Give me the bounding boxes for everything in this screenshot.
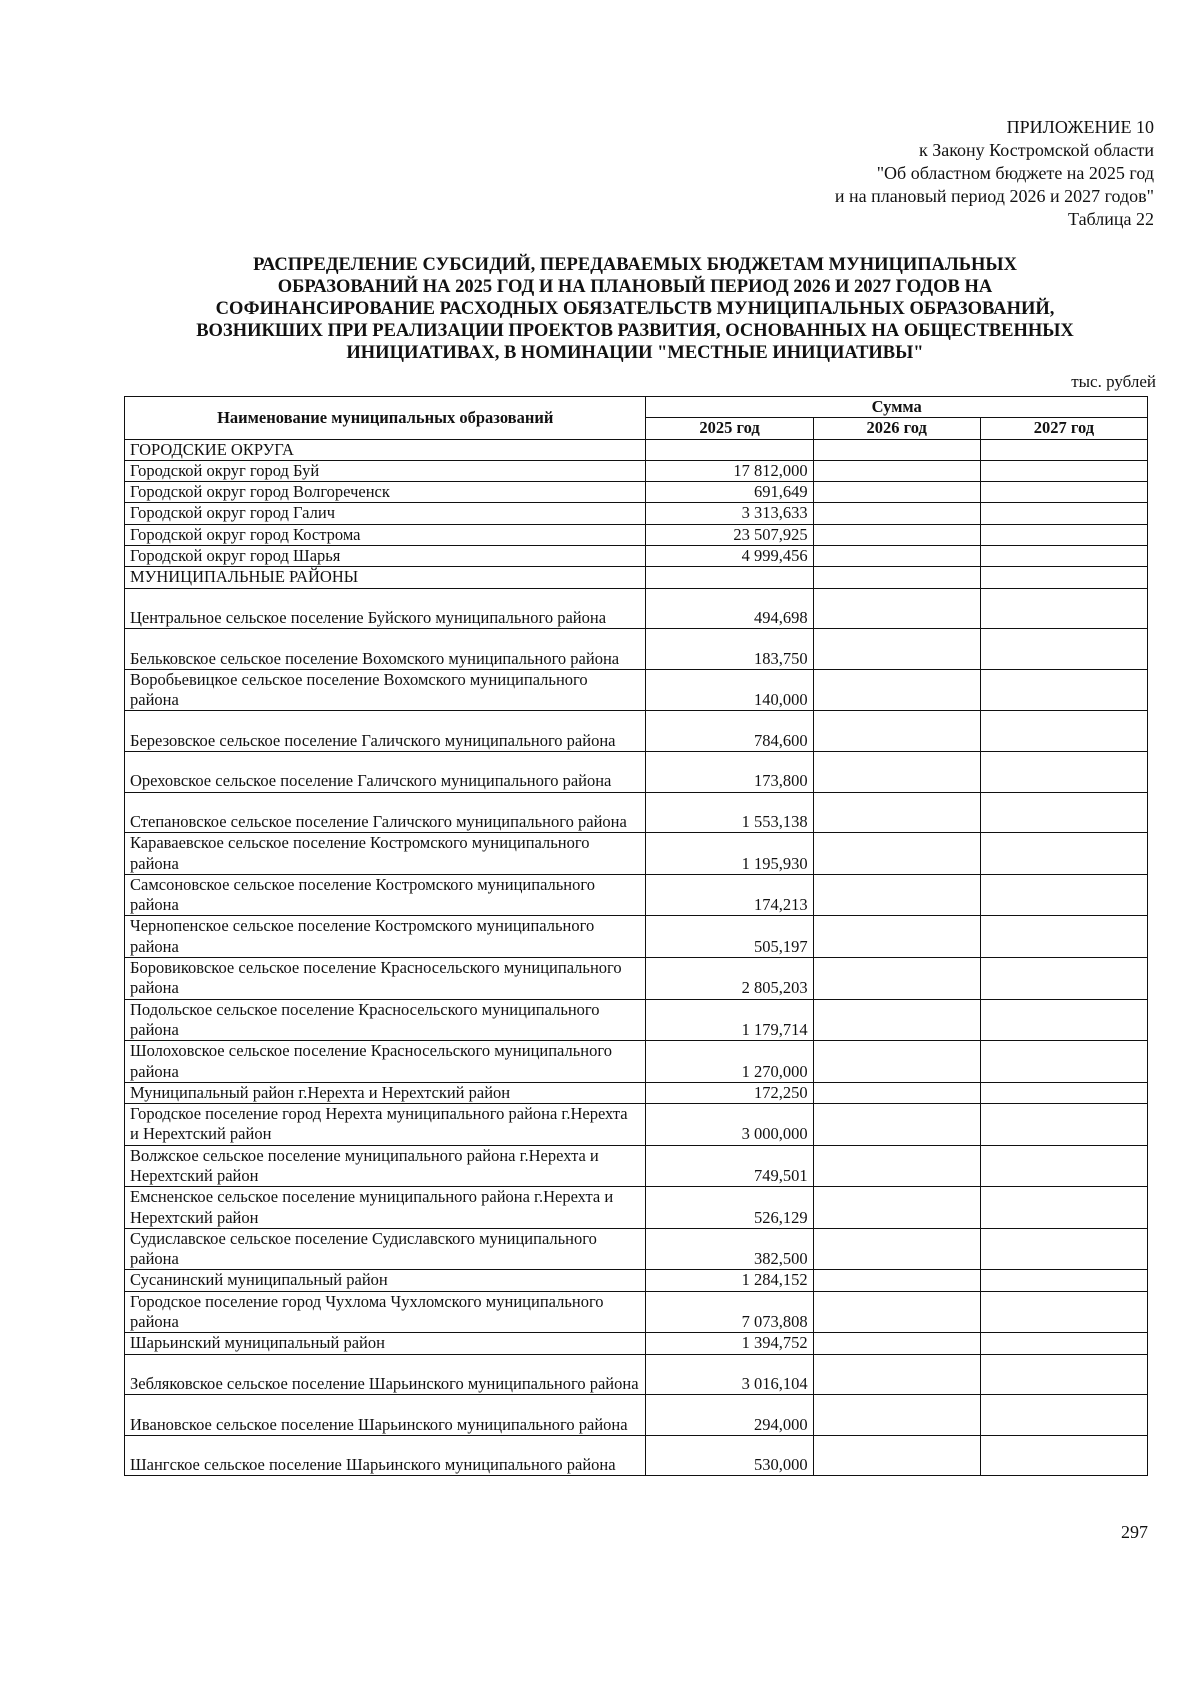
amount-2025: 17 812,000 <box>646 460 813 481</box>
table-row <box>125 567 1148 588</box>
table-row <box>125 1395 1148 1436</box>
municipality-name: Березовское сельское поселение Галичского муниципального района <box>125 711 646 752</box>
amount-2026 <box>813 1145 980 1187</box>
amount-2026 <box>813 916 980 958</box>
table-row <box>125 1435 1148 1476</box>
amount-2027 <box>980 711 1147 752</box>
amount-2026 <box>813 588 980 629</box>
amount-2027 <box>980 1270 1147 1291</box>
amount-2025: 2 805,203 <box>646 958 813 1000</box>
amount-2026 <box>813 1041 980 1083</box>
amount-2025: 3 016,104 <box>646 1354 813 1395</box>
amount-2025: 173,800 <box>646 752 813 793</box>
amount-2026 <box>813 1435 980 1476</box>
amount-2026 <box>813 752 980 793</box>
amount-2025: 172,250 <box>646 1082 813 1103</box>
amount-2026 <box>813 1228 980 1270</box>
document-title <box>120 254 1150 364</box>
table-row <box>125 524 1148 545</box>
municipality-name: Судиславское сельское поселение Судиславского муниципального района <box>125 1228 646 1270</box>
municipality-name: Бельковское сельское поселение Вохомского муниципального района <box>125 629 646 670</box>
amount-2027 <box>980 1082 1147 1103</box>
table-row <box>125 482 1148 503</box>
table-body <box>125 439 1148 1476</box>
municipality-name: Боровиковское сельское поселение Красносельского муниципального района <box>125 958 646 1000</box>
header-year-2026: 2026 год <box>813 418 980 439</box>
amount-2025: 494,698 <box>646 588 813 629</box>
municipality-name: Городской округ город Кострома <box>125 524 646 545</box>
amount-2026 <box>813 1270 980 1291</box>
municipality-name: Караваевское сельское поселение Костромского муниципального района <box>125 833 646 875</box>
appendix-law-title-1: "Об областном бюджете на 2025 год <box>876 163 1154 183</box>
municipality-name: Емсненское сельское поселение муниципального района г.Нерехта и Нерехтский район <box>125 1187 646 1229</box>
amount-2027 <box>980 524 1147 545</box>
amount-2026 <box>813 1395 980 1436</box>
table-row <box>125 999 1148 1041</box>
amount-2026 <box>813 503 980 524</box>
page-number: 297 <box>1121 1522 1148 1542</box>
amount-2026 <box>813 958 980 1000</box>
amount-2027 <box>980 460 1147 481</box>
municipality-name: Шангское сельское поселение Шарьинского муниципального района <box>125 1435 646 1476</box>
amount-2026 <box>813 711 980 752</box>
header-year-2025: 2025 год <box>646 418 813 439</box>
table-row <box>125 1291 1148 1333</box>
table-row <box>125 792 1148 833</box>
title-line: ИНИЦИАТИВАХ, В НОМИНАЦИИ "МЕСТНЫЕ ИНИЦИАТИВЫ" <box>346 343 924 363</box>
municipality-name: Шолоховское сельское поселение Красносельского муниципального района <box>125 1041 646 1083</box>
amount-2026 <box>813 874 980 916</box>
municipality-name: Чернопенское сельское поселение Костромского муниципального района <box>125 916 646 958</box>
municipality-name: Воробьевицкое сельское поселение Вохомского муниципального района <box>125 669 646 711</box>
amount-2027 <box>980 1354 1147 1395</box>
amount-2026 <box>813 999 980 1041</box>
table-row <box>125 503 1148 524</box>
amount-2026 <box>813 567 980 588</box>
amount-2026 <box>813 439 980 460</box>
amount-2026 <box>813 1333 980 1354</box>
municipality-name: Городской округ город Волгореченск <box>125 482 646 503</box>
amount-2025: 1 553,138 <box>646 792 813 833</box>
municipality-name: Зебляковское сельское поселение Шарьинского муниципального района <box>125 1354 646 1395</box>
appendix-law-title-2: и на плановый период 2026 и 2027 годов" <box>834 186 1154 206</box>
amount-2027 <box>980 1187 1147 1229</box>
amount-2027 <box>980 546 1147 567</box>
table-number: Таблица 22 <box>1068 209 1154 229</box>
amount-2026 <box>813 460 980 481</box>
municipality-name: Городское поселение город Нерехта муниципального района г.Нерехта и Нерехтский район <box>125 1104 646 1146</box>
amount-2027 <box>980 482 1147 503</box>
amount-2026 <box>813 546 980 567</box>
table-row <box>125 1082 1148 1103</box>
amount-2027 <box>980 588 1147 629</box>
municipality-name: ГОРОДСКИЕ ОКРУГА <box>125 439 646 460</box>
municipality-name: Сусанинский муниципальный район <box>125 1270 646 1291</box>
amount-2027 <box>980 669 1147 711</box>
municipality-name: Подольское сельское поселение Красносельского муниципального района <box>125 999 646 1041</box>
amount-2027 <box>980 1104 1147 1146</box>
amount-2025: 7 073,808 <box>646 1291 813 1333</box>
amount-2025: 530,000 <box>646 1435 813 1476</box>
amount-2027 <box>980 567 1147 588</box>
subsidy-table <box>124 396 1148 1476</box>
amount-2026 <box>813 1291 980 1333</box>
municipality-name: МУНИЦИПАЛЬНЫЕ РАЙОНЫ <box>125 567 646 588</box>
amount-2025: 294,000 <box>646 1395 813 1436</box>
amount-2025: 174,213 <box>646 874 813 916</box>
table-row <box>125 1187 1148 1229</box>
table-row <box>125 833 1148 875</box>
amount-2027 <box>980 958 1147 1000</box>
amount-2025: 4 999,456 <box>646 546 813 567</box>
amount-2027 <box>980 629 1147 670</box>
amount-2025 <box>646 439 813 460</box>
amount-2025: 1 394,752 <box>646 1333 813 1354</box>
municipality-name: Муниципальный район г.Нерехта и Нерехтский район <box>125 1082 646 1103</box>
municipality-name: Самсоновское сельское поселение Костромского муниципального района <box>125 874 646 916</box>
table-row <box>125 874 1148 916</box>
amount-2025: 382,500 <box>646 1228 813 1270</box>
amount-2026 <box>813 833 980 875</box>
municipality-name: Степановское сельское поселение Галичского муниципального района <box>125 792 646 833</box>
amount-2025: 1 195,930 <box>646 833 813 875</box>
municipality-name: Городской округ город Буй <box>125 460 646 481</box>
table-row <box>125 629 1148 670</box>
table-row <box>125 916 1148 958</box>
appendix-law: к Закону Костромской области <box>918 140 1154 160</box>
table-row <box>125 546 1148 567</box>
table-row <box>125 460 1148 481</box>
appendix-number: ПРИЛОЖЕНИЕ 10 <box>1006 117 1154 137</box>
amount-2027 <box>980 503 1147 524</box>
municipality-name: Городской округ город Шарья <box>125 546 646 567</box>
municipality-name: Центральное сельское поселение Буйского муниципального района <box>125 588 646 629</box>
amount-2027 <box>980 1291 1147 1333</box>
amount-2027 <box>980 752 1147 793</box>
amount-2027 <box>980 833 1147 875</box>
amount-2025: 691,649 <box>646 482 813 503</box>
amount-2026 <box>813 524 980 545</box>
amount-2027 <box>980 1333 1147 1354</box>
amount-2027 <box>980 1041 1147 1083</box>
municipality-name: Шарьинский муниципальный район <box>125 1333 646 1354</box>
amount-2025: 1 284,152 <box>646 1270 813 1291</box>
table-row <box>125 1354 1148 1395</box>
table-row <box>125 669 1148 711</box>
amount-2025: 140,000 <box>646 669 813 711</box>
amount-2026 <box>813 1082 980 1103</box>
amount-2026 <box>813 792 980 833</box>
amount-2026 <box>813 1104 980 1146</box>
municipality-name: Городское поселение город Чухлома Чухломского муниципального района <box>125 1291 646 1333</box>
amount-2027 <box>980 1435 1147 1476</box>
amount-2026 <box>813 482 980 503</box>
amount-2027 <box>980 792 1147 833</box>
amount-2025: 23 507,925 <box>646 524 813 545</box>
title-line: ВОЗНИКШИХ ПРИ РЕАЛИЗАЦИИ ПРОЕКТОВ РАЗВИТИЯ, ОСНОВАННЫХ НА ОБЩЕСТВЕННЫХ <box>196 321 1074 341</box>
municipality-name: Городской округ город Галич <box>125 503 646 524</box>
municipality-name: Ореховское сельское поселение Галичского муниципального района <box>125 752 646 793</box>
title-line: РАСПРЕДЕЛЕНИЕ СУБСИДИЙ, ПЕРЕДАВАЕМЫХ БЮДЖЕТАМ МУНИЦИПАЛЬНЫХ <box>253 255 1017 275</box>
amount-2026 <box>813 629 980 670</box>
header-sum: Сумма <box>646 397 1148 418</box>
units-label: тыс. рублей <box>1071 372 1156 391</box>
municipality-name: Волжское сельское поселение муниципального района г.Нерехта и Нерехтский район <box>125 1145 646 1187</box>
table-row <box>125 958 1148 1000</box>
amount-2025: 1 270,000 <box>646 1041 813 1083</box>
amount-2027 <box>980 439 1147 460</box>
amount-2027 <box>980 874 1147 916</box>
table-row <box>125 711 1148 752</box>
amount-2027 <box>980 1395 1147 1436</box>
table-row <box>125 1270 1148 1291</box>
table-row <box>125 1104 1148 1146</box>
table-row <box>125 588 1148 629</box>
amount-2025: 749,501 <box>646 1145 813 1187</box>
appendix-header <box>835 116 1154 231</box>
header-year-2027: 2027 год <box>980 418 1147 439</box>
title-line: СОФИНАНСИРОВАНИЕ РАСХОДНЫХ ОБЯЗАТЕЛЬСТВ МУНИЦИПАЛЬНЫХ ОБРАЗОВАНИЙ, <box>215 299 1055 319</box>
table-row <box>125 1228 1148 1270</box>
table-row <box>125 752 1148 793</box>
amount-2025: 1 179,714 <box>646 999 813 1041</box>
table-row <box>125 1145 1148 1187</box>
amount-2025: 784,600 <box>646 711 813 752</box>
table-row <box>125 1041 1148 1083</box>
table-row <box>125 439 1148 460</box>
amount-2025: 505,197 <box>646 916 813 958</box>
amount-2025: 526,129 <box>646 1187 813 1229</box>
amount-2025: 3 313,633 <box>646 503 813 524</box>
header-name: Наименование муниципальных образований <box>125 397 646 440</box>
amount-2027 <box>980 1145 1147 1187</box>
amount-2027 <box>980 916 1147 958</box>
title-line: ОБРАЗОВАНИЙ НА 2025 ГОД И НА ПЛАНОВЫЙ ПЕРИОД 2026 И 2027 ГОДОВ НА <box>277 277 993 297</box>
amount-2025 <box>646 567 813 588</box>
amount-2026 <box>813 669 980 711</box>
amount-2025: 183,750 <box>646 629 813 670</box>
table-row <box>125 1333 1148 1354</box>
amount-2026 <box>813 1354 980 1395</box>
amount-2027 <box>980 1228 1147 1270</box>
amount-2025: 3 000,000 <box>646 1104 813 1146</box>
amount-2027 <box>980 999 1147 1041</box>
municipality-name: Ивановское сельское поселение Шарьинского муниципального района <box>125 1395 646 1436</box>
amount-2026 <box>813 1187 980 1229</box>
